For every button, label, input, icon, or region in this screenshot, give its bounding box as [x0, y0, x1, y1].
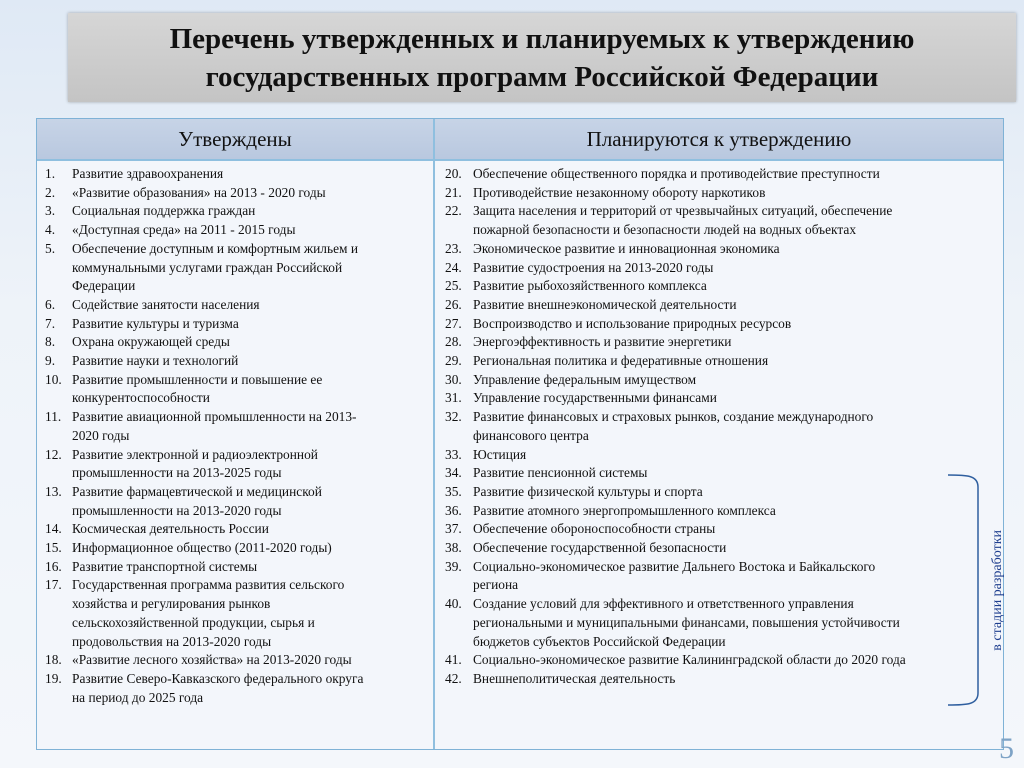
approved-list — [37, 165, 417, 707]
programs-table — [36, 118, 1004, 750]
item-text-line: промышленности на 2013-2025 годы — [72, 465, 282, 481]
item-text-line: Развитие науки и технологий — [72, 353, 239, 369]
item-text-line: Развитие рыбохозяйственного комплекса — [473, 278, 707, 294]
item-text-line: хозяйства и регулирования рынков — [72, 596, 271, 612]
list-item — [435, 539, 995, 558]
item-number: 17. — [45, 577, 62, 593]
item-text-line: Энергоэффективность и развитие энергетики — [473, 334, 732, 350]
item-number: 5. — [45, 240, 56, 256]
list-item — [435, 333, 995, 352]
item-number: 40. — [445, 596, 462, 612]
item-text — [72, 483, 417, 520]
development-note — [978, 472, 1018, 708]
item-text-line: Федерации — [72, 278, 136, 294]
item-number: 1. — [45, 166, 56, 181]
item-text — [72, 296, 417, 315]
item-text — [72, 576, 417, 651]
list-item — [37, 539, 417, 558]
item-text — [72, 221, 417, 240]
list-item — [435, 464, 995, 483]
item-number: 2. — [45, 184, 56, 200]
list-item — [37, 371, 417, 408]
list-item — [435, 165, 995, 184]
item-text-line: Охрана окружающей среды — [72, 334, 230, 350]
item-text — [72, 352, 417, 371]
list-item — [435, 371, 995, 390]
item-text-line: Космическая деятельность России — [72, 521, 269, 537]
item-text-line: на период до 2025 года — [72, 689, 204, 705]
list-item — [435, 259, 995, 278]
page-title-line-2: государственных программ Российской Федерации — [205, 60, 879, 93]
item-text-line: Развитие внешнеэкономической деятельности — [473, 296, 737, 312]
item-text-line: Развитие атомного энергопромышленного комплекса — [473, 502, 776, 518]
item-text — [473, 315, 995, 334]
item-number: 20. — [445, 166, 462, 181]
list-item — [37, 576, 417, 651]
item-text-line: промышленности на 2013-2020 годы — [72, 502, 282, 518]
item-text — [473, 389, 995, 408]
item-text — [72, 446, 417, 483]
item-text — [72, 333, 417, 352]
item-text-line: Развитие физической культуры и спорта — [473, 483, 703, 499]
planned-list — [435, 165, 995, 689]
item-text-line: Обеспечение государственной безопасности — [473, 540, 727, 556]
item-text-line: Юстиция — [473, 446, 527, 462]
item-number: 29. — [445, 353, 462, 369]
list-item — [435, 483, 995, 502]
item-text — [473, 202, 995, 239]
item-text-line: Развитие финансовых и страховых рынков, создание международного — [473, 409, 874, 425]
table-header — [37, 119, 1003, 161]
list-item — [435, 670, 995, 689]
item-text-line: Развитие пенсионной системы — [473, 465, 648, 481]
item-text-line: «Развитие образования» на 2013 - 2020 годы — [72, 184, 326, 200]
item-number: 6. — [45, 296, 56, 312]
list-item — [435, 240, 995, 259]
item-number: 24. — [445, 259, 462, 275]
item-text-line: Управление федеральным имуществом — [473, 371, 697, 387]
list-item — [435, 502, 995, 521]
item-number: 25. — [445, 278, 462, 294]
item-number: 28. — [445, 334, 462, 350]
list-item — [435, 352, 995, 371]
item-number: 4. — [45, 222, 56, 238]
item-text-line: Внешнеполитическая деятельность — [473, 670, 676, 686]
item-text-line: Обеспечение доступным и комфортным жильем и — [72, 240, 359, 256]
item-text-line: Содействие занятости населения — [72, 296, 260, 312]
item-text-line: Развитие здравоохранения — [72, 166, 224, 181]
item-number: 18. — [45, 652, 62, 668]
item-text — [473, 558, 995, 595]
list-item — [37, 202, 417, 221]
item-text-line: региона — [473, 577, 519, 593]
item-text-line: Развитие судостроения на 2013-2020 годы — [473, 259, 714, 275]
item-text — [473, 352, 995, 371]
item-number: 9. — [45, 353, 56, 369]
development-note-text: в стадии разработки — [990, 529, 1005, 651]
list-item — [435, 202, 995, 239]
item-text — [473, 670, 995, 689]
item-text-line: бюджетов субъектов Российской Федерации — [473, 633, 726, 649]
list-item — [37, 558, 417, 577]
list-item — [435, 651, 995, 670]
item-number: 30. — [445, 371, 462, 387]
item-text — [473, 371, 995, 390]
item-text — [473, 408, 995, 445]
item-text-line: Развитие авиационной промышленности на 2013- — [72, 409, 357, 425]
item-text — [473, 240, 995, 259]
item-number: 35. — [445, 483, 462, 499]
item-text — [72, 651, 417, 670]
item-text-line: Развитие культуры и туризма — [72, 315, 239, 331]
item-text-line: пожарной безопасности и безопасности людей на водных объектах — [473, 222, 857, 238]
item-text-line: «Доступная среда» на 2011 - 2015 годы — [72, 222, 296, 238]
list-item — [37, 483, 417, 520]
item-text — [473, 483, 995, 502]
item-text — [72, 240, 417, 296]
item-text — [473, 502, 995, 521]
item-text — [72, 184, 417, 203]
item-text-line: Обеспечение общественного порядка и противодействие преступности — [473, 166, 880, 181]
item-text — [72, 670, 417, 707]
item-text-line: Развитие электронной и радиоэлектронной — [72, 446, 318, 462]
list-item — [435, 296, 995, 315]
item-number: 8. — [45, 334, 56, 350]
list-item — [37, 296, 417, 315]
item-text-line: Социально-экономическое развитие Дальнего Востока и Байкальского — [473, 558, 876, 574]
item-text — [473, 464, 995, 483]
item-number: 34. — [445, 465, 462, 481]
list-item — [37, 240, 417, 296]
page-title-line-1: Перечень утвержденных и планируемых к утверждению — [169, 22, 915, 55]
item-text — [72, 539, 417, 558]
item-text — [72, 558, 417, 577]
list-item — [435, 595, 995, 651]
item-text — [473, 165, 995, 184]
item-text-line: Развитие промышленности и повышение ее — [72, 371, 323, 387]
item-text-line: 2020 годы — [72, 427, 130, 443]
item-text — [473, 184, 995, 203]
item-text — [72, 315, 417, 334]
list-item — [37, 165, 417, 184]
item-text-line: Социальная поддержка граждан — [72, 203, 256, 219]
item-number: 41. — [445, 652, 462, 668]
list-item — [435, 408, 995, 445]
item-number: 31. — [445, 390, 462, 406]
item-text — [473, 446, 995, 465]
item-number: 19. — [45, 670, 62, 686]
header-planned: Планируются к утверждению — [586, 127, 852, 151]
item-text-line: конкурентоспособности — [72, 390, 210, 406]
item-text-line: Развитие транспортной системы — [72, 558, 258, 574]
item-number: 32. — [445, 409, 462, 425]
item-text-line: Развитие Северо-Кавказского федерального округа — [72, 670, 364, 686]
item-number: 36. — [445, 502, 462, 518]
item-text-line: региональными и муниципальными финансами, повышения устойчивости — [473, 614, 900, 630]
item-number: 13. — [45, 483, 62, 499]
item-text — [473, 651, 995, 670]
item-number: 15. — [45, 540, 62, 556]
header-approved: Утверждены — [178, 127, 292, 151]
item-text — [72, 520, 417, 539]
list-item — [435, 446, 995, 465]
item-text — [72, 202, 417, 221]
item-text-line: «Развитие лесного хозяйства» на 2013-2020 годы — [72, 652, 352, 668]
item-text-line: Воспроизводство и использование природных ресурсов — [473, 315, 792, 331]
item-text-line: Противодействие незаконному обороту наркотиков — [473, 184, 766, 200]
list-item — [37, 315, 417, 334]
item-text-line: коммунальными услугами граждан Российской — [72, 259, 343, 275]
list-item — [435, 277, 995, 296]
item-number: 39. — [445, 558, 462, 574]
item-text-line: продовольствия на 2013-2020 годы — [72, 633, 272, 649]
list-item — [37, 352, 417, 371]
item-text-line: Защита населения и территорий от чрезвычайных ситуаций, обеспечение — [473, 203, 893, 219]
list-item — [435, 520, 995, 539]
item-number: 22. — [445, 203, 462, 219]
list-item — [435, 184, 995, 203]
item-number: 14. — [45, 521, 62, 537]
slide-number: 5 — [999, 732, 1014, 765]
list-item — [37, 184, 417, 203]
item-number: 21. — [445, 184, 462, 200]
item-number: 11. — [45, 409, 62, 425]
list-item — [37, 446, 417, 483]
item-text-line: Социально-экономическое развитие Калининградской области до 2020 года — [473, 652, 906, 668]
item-text — [473, 539, 995, 558]
item-number: 3. — [45, 203, 56, 219]
list-item — [37, 333, 417, 352]
item-text-line: финансового центра — [473, 427, 589, 443]
title-box — [68, 13, 1016, 102]
item-text-line: Экономическое развитие и инновационная экономика — [473, 240, 780, 256]
item-number: 33. — [445, 446, 462, 462]
list-item — [37, 520, 417, 539]
item-text — [473, 259, 995, 278]
item-text-line: Развитие фармацевтической и медицинской — [72, 483, 322, 499]
item-text — [473, 277, 995, 296]
item-text-line: Создание условий для эффективного и ответственного управления — [473, 596, 854, 612]
list-item — [435, 558, 995, 595]
item-text — [473, 520, 995, 539]
item-number: 42. — [445, 670, 462, 686]
item-text-line: сельскохозяйственной продукции, сырья и — [72, 614, 315, 630]
list-item — [37, 651, 417, 670]
list-item — [37, 408, 417, 445]
item-text-line: Обеспечение обороноспособности страны — [473, 521, 716, 537]
item-text — [72, 371, 417, 408]
item-number: 10. — [45, 371, 62, 387]
list-item — [37, 221, 417, 240]
list-item — [435, 315, 995, 334]
item-number: 7. — [45, 315, 56, 331]
item-text-line: Информационное общество (2011-2020 годы) — [72, 540, 332, 556]
item-number: 16. — [45, 558, 62, 574]
item-number: 27. — [445, 315, 462, 331]
item-number: 38. — [445, 540, 462, 556]
item-number: 12. — [45, 446, 62, 462]
list-item — [37, 670, 417, 707]
item-text-line: Управление государственными финансами — [473, 390, 717, 406]
item-text — [473, 595, 995, 651]
item-text-line: Государственная программа развития сельского — [72, 577, 345, 593]
item-text — [72, 165, 417, 184]
item-number: 37. — [445, 521, 462, 537]
item-number: 26. — [445, 296, 462, 312]
list-item — [435, 389, 995, 408]
item-text — [473, 333, 995, 352]
item-text — [72, 408, 417, 445]
item-number: 23. — [445, 240, 462, 256]
item-text-line: Региональная политика и федеративные отношения — [473, 353, 769, 369]
item-text — [473, 296, 995, 315]
